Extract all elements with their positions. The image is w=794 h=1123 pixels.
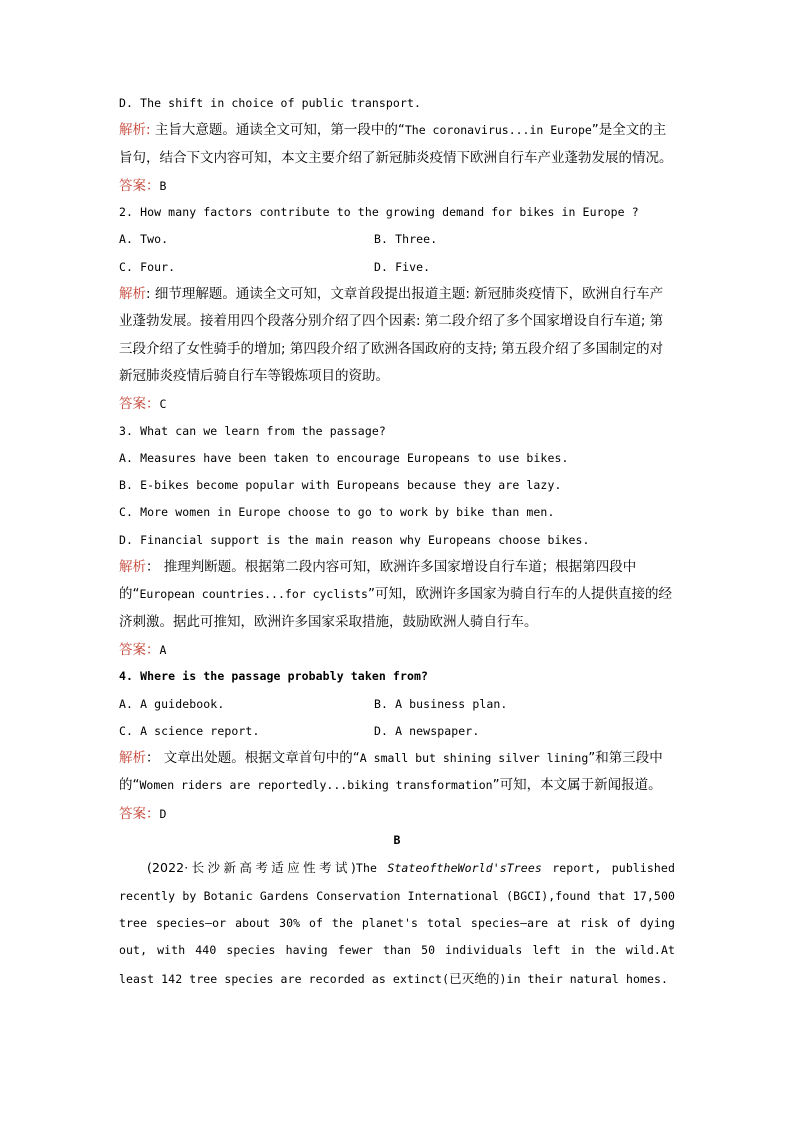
- section-b-paragraph: [119, 854, 675, 992]
- source-note: (2022·长沙新高考适应性考试): [147, 860, 356, 876]
- q4-options-row-1: [119, 691, 675, 718]
- analysis-text: 主旨大意题。通读全文可知，第一段中的“: [150, 122, 405, 139]
- document-page: [119, 90, 675, 993]
- q3-option-d: D. Financial support is the main reason why Europeans choose bikes.: [119, 532, 590, 547]
- q3-analysis: [119, 554, 675, 636]
- analysis-quote: The coronavirus...in Europe: [404, 123, 592, 138]
- analysis-text: ”可知，本文属于新闻报道。: [492, 777, 662, 794]
- report-title: StateoftheWorld'sTrees: [387, 861, 542, 876]
- option-d: D. Five.: [374, 259, 431, 274]
- analysis-label: 解析: [119, 559, 146, 576]
- q3-option-b: B. E-bikes become popular with Europeans because they are lazy.: [119, 478, 562, 493]
- analysis-text: ： 文章出处题。根据文章首句中的“: [146, 750, 360, 767]
- answer-label: 答案：: [119, 805, 160, 822]
- option-a: A. Two.: [119, 232, 169, 247]
- analysis-text: ”可知，欧洲许多国家为骑自行车的人提供直接的经济刺激。据此可推知，欧洲许多国家采取措施，鼓励欧洲人骑自行车。: [119, 586, 672, 630]
- q4-options-row-2: [119, 718, 675, 745]
- q2-analysis: [119, 281, 675, 390]
- answer-value: A: [159, 642, 167, 657]
- option-a: A. A guidebook.: [119, 696, 225, 711]
- analysis-text: : 细节理解题。通读全文可知，文章首段提出报道主题: 新冠肺炎疫情下，欧洲自行车产业蓬勃发展。接着用四个段落分别介绍了四个因素: 第二段介绍了多个国家增设自行车道; 第三段介绍了女性骑手的增加; 第四段介绍了欧洲各国政府的支持; 第五段介绍了多国制定的对新冠肺炎疫情后骑自行车等锻炼项目的资助。: [119, 286, 664, 384]
- q3-answer: [119, 636, 675, 663]
- analysis-label: 解析: [119, 750, 146, 767]
- q1-analysis: [119, 117, 675, 172]
- analysis-quote: Women riders are reportedly...biking transformation: [139, 778, 493, 793]
- option-c: C. Four.: [119, 259, 176, 274]
- answer-value: D: [159, 806, 167, 821]
- q1-option-d: D. The shift in choice of public transport.: [119, 96, 422, 110]
- option-d: D. A newspaper.: [374, 723, 480, 738]
- paragraph-text: report, published recently by Botanic Gardens Conservation International (BGCI),found that 17,500 tree species—or about 30% of the planet's total species—are at risk of dying out, with 440 species having fewer than 50 individuals left in the wild.At least 142 tree species are recorded as extinct(: [119, 861, 675, 986]
- analysis-text: ： 推理判断题。根据第二段内容可知，欧洲许多国家增设自行车道；根据第四段中的“: [119, 559, 637, 603]
- answer-label: 答案：: [119, 641, 160, 658]
- section-heading: B: [393, 833, 401, 848]
- analysis-text: ”是全文的主旨句，结合下文内容可知，本文主要介绍了新冠肺炎疫情下欧洲自行车产业蓬勃发展的情况。: [119, 122, 673, 166]
- q2-question: 2. How many factors contribute to the growing demand for bikes in Europe ?: [119, 205, 639, 220]
- paragraph-text: )in their natural homes.: [499, 971, 669, 986]
- answer-label: 答案：: [119, 396, 160, 413]
- answer-label: 答案：: [119, 177, 160, 194]
- analysis-label: 解析:: [119, 122, 151, 139]
- analysis-quote: A small but shining silver lining: [359, 751, 589, 766]
- q4-analysis: [119, 745, 675, 800]
- q3-question: 3. What can we learn from the passage?: [119, 423, 386, 438]
- option-b: B. A business plan.: [374, 696, 508, 711]
- option-b: B. Three.: [374, 232, 438, 247]
- analysis-label: 解析: [119, 286, 146, 303]
- gloss: 已灭绝的: [449, 970, 500, 986]
- answer-value: B: [159, 178, 167, 193]
- analysis-quote: European countries...for cyclists: [139, 587, 368, 602]
- analysis-text: ”和第三段中的“: [119, 750, 663, 794]
- q3-option-a: A. Measures have been taken to encourage Europeans to use bikes.: [119, 450, 569, 465]
- q2-options-row-1: [119, 226, 675, 253]
- option-c: C. A science report.: [119, 723, 260, 738]
- paragraph-text: The: [355, 861, 388, 876]
- q1-answer: [119, 172, 675, 199]
- answer-value: C: [159, 397, 167, 412]
- q2-options-row-2: [119, 254, 675, 281]
- q3-option-c: C. More women in Europe choose to go to work by bike than men.: [119, 505, 555, 520]
- q2-answer: [119, 390, 675, 417]
- q4-question: 4. Where is the passage probably taken from?: [119, 669, 429, 684]
- q4-answer: [119, 800, 675, 827]
